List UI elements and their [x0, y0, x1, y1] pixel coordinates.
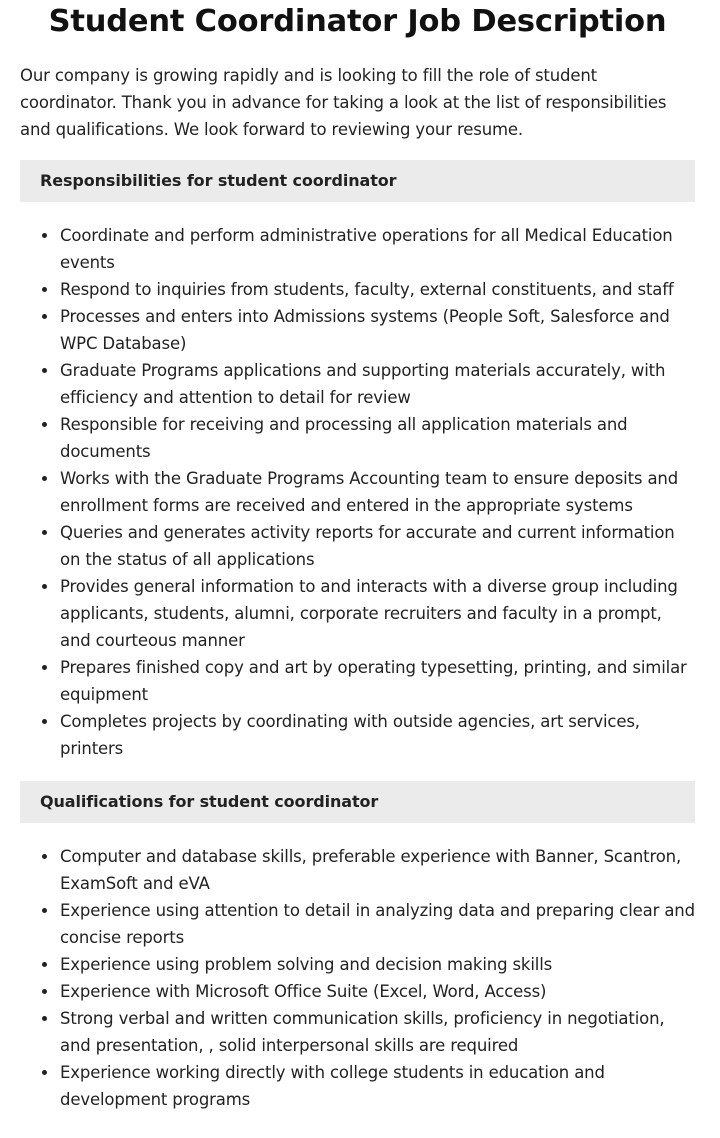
list-item: Experience with Microsoft Office Suite (Excel, Word, Access): [60, 978, 695, 1005]
qualifications-list: [20, 843, 695, 1113]
list-item: Respond to inquiries from students, faculty, external constituents, and staff: [60, 276, 695, 303]
list-item: Coordinate and perform administrative operations for all Medical Education events: [60, 222, 695, 276]
page-title: Student Coordinator Job Description: [48, 4, 667, 39]
list-item: Provides general information to and interacts with a diverse group including applicants, students, alumni, corporate recruiters and faculty in a prompt, and courteous manner: [60, 573, 695, 654]
list-item: Queries and generates activity reports for accurate and current information on the status of all applications: [60, 519, 695, 573]
list-item: Computer and database skills, preferable experience with Banner, Scantron, ExamSoft and eVA: [60, 843, 695, 897]
list-item: Strong verbal and written communication skills, proficiency in negotiation, and presentation, , solid interpersonal skills are required: [60, 1005, 695, 1059]
list-item: Graduate Programs applications and supporting materials accurately, with efficiency and attention to detail for review: [60, 357, 695, 411]
qualifications-heading: Qualifications for student coordinator: [20, 781, 695, 823]
list-item: Responsible for receiving and processing all application materials and documents: [60, 411, 695, 465]
list-item: Works with the Graduate Programs Accounting team to ensure deposits and enrollment forms are received and entered in the appropriate systems: [60, 465, 695, 519]
intro-paragraph: Our company is growing rapidly and is looking to fill the role of student coordinator. Thank you in advance for taking a look at the list of responsibilities and qualifications. We look forward to reviewing your resume.: [20, 66, 667, 139]
list-item: Prepares finished copy and art by operating typesetting, printing, and similar equipment: [60, 654, 695, 708]
list-item: Experience using problem solving and decision making skills: [60, 951, 695, 978]
list-item: Completes projects by coordinating with outside agencies, art services, printers: [60, 708, 695, 762]
responsibilities-heading: Responsibilities for student coordinator: [20, 160, 695, 202]
responsibilities-list: [20, 222, 695, 762]
list-item: Experience working directly with college students in education and development programs: [60, 1059, 695, 1113]
list-item: Experience using attention to detail in analyzing data and preparing clear and concise reports: [60, 897, 695, 951]
list-item: Processes and enters into Admissions systems (People Soft, Salesforce and WPC Database): [60, 303, 695, 357]
